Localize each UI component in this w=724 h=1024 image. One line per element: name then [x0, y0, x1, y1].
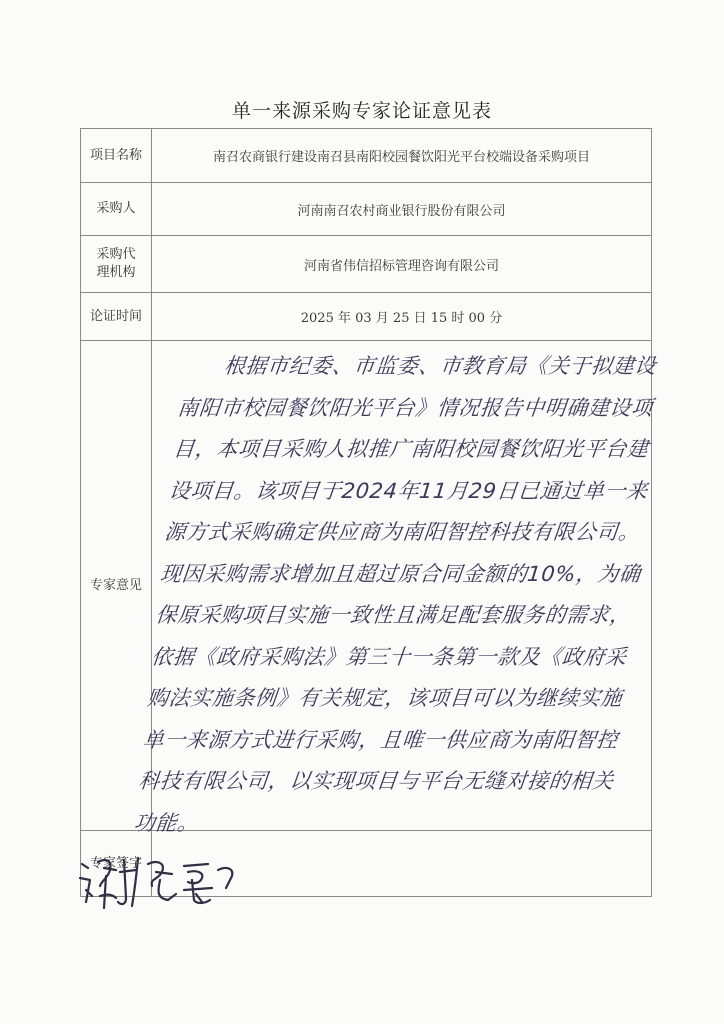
project-name-label: 项目名称: [81, 129, 152, 183]
time-label: 论证时间: [81, 293, 152, 341]
agency-value: 河南省伟信招标管理咨询有限公司: [152, 236, 652, 293]
expert-opinion-table: [80, 128, 658, 897]
row-project-name: [81, 129, 652, 183]
project-name-value: 南召农商银行建设南召县南阳校园餐饮阳光平台校端设备采购项目: [152, 129, 652, 183]
handwritten-opinion: 根据市纪委、市监委、市教育局《关于拟建设南阳市校园餐饮阳光平台》情况报告中明确建设项目，本项目采购人拟推广南阳校园餐饮阳光平台建设项目。该项目于2024年11月29日已通过单一来源方式采购确定供应商为南阳智控科技有限公司。现因采购需求增加且超过原合同金额的10%，为确保原采购项目实施一致性且满足配套服务的需求，依据《政府采购法》第三十一条第一款及《政府采购法实施条例》有关规定，该项目可以为继续实施单一来源方式进行采购，且唯一供应商为南阳智控科技有限公司，以实现项目与平台无缝对接的相关功能。: [132, 353, 658, 834]
row-opinion: [81, 341, 652, 831]
signature-label: 专家签字: [81, 831, 152, 897]
purchaser-value: 河南南召农村商业银行股份有限公司: [152, 183, 652, 236]
form-title: 单一来源采购专家论证意见表: [231, 100, 492, 122]
purchaser-label: 采购人: [81, 183, 152, 236]
handwritten-signature: [76, 850, 276, 914]
row-time: [81, 293, 652, 341]
time-value: 2025 年 03 月 25 日 15 时 00 分: [152, 293, 652, 341]
opinion-label: 专家意见: [81, 341, 152, 831]
agency-label: 采购代理机构: [81, 236, 152, 293]
row-agency: [81, 236, 652, 293]
opinion-cell: [132, 341, 658, 834]
row-purchaser: [81, 183, 652, 236]
opinion-area: [132, 342, 658, 834]
